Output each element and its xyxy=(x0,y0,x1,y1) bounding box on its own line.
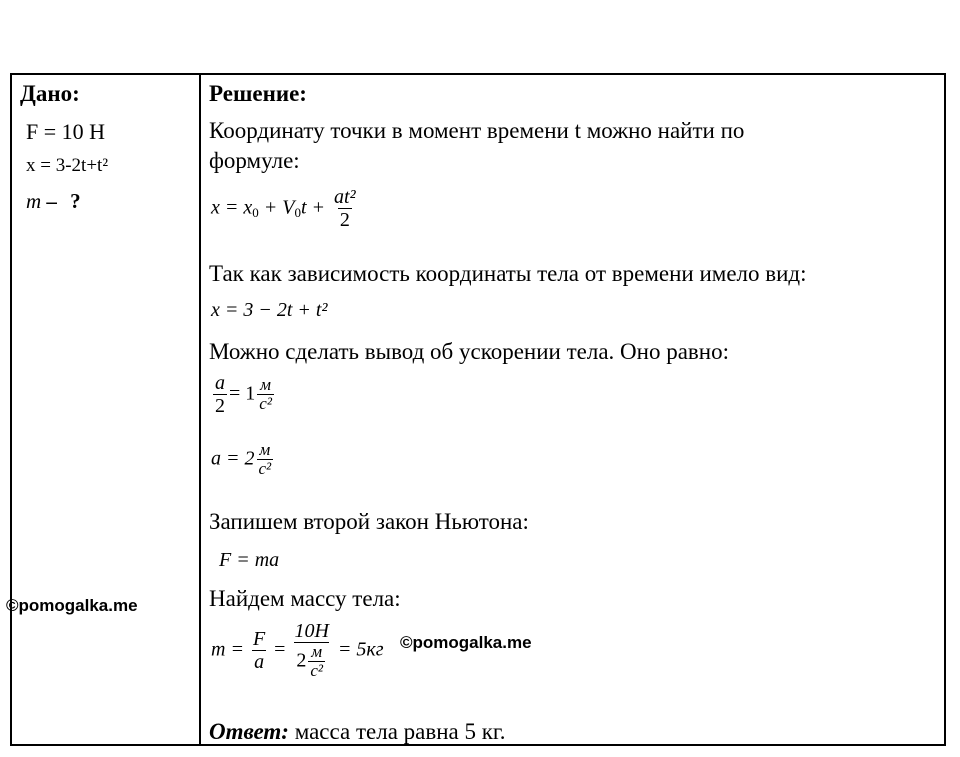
given-coordinate: x = 3-2t+t² xyxy=(26,155,109,176)
solution-line-5: Запишем второй закон Ньютона: xyxy=(209,509,529,534)
solution-column xyxy=(201,75,944,744)
formula-kinematics: $x = x_0 + V_0t$ + $\frac{\text{at²}}{2}$ xyxy=(211,186,356,231)
answer-line xyxy=(209,719,506,745)
watermark-left: ©pomogalka.me xyxy=(6,596,138,615)
unknown-question: ? xyxy=(70,189,81,213)
formula-coordinate: x = 3 − 2t + t² xyxy=(211,299,328,321)
solution-line-2: формуле: xyxy=(209,148,300,173)
solution-heading: Решение: xyxy=(209,81,307,106)
solution-line-3: Так как зависимость координаты тела от времени имело вид: xyxy=(209,261,807,286)
watermark-right: ©pomogalka.me xyxy=(400,633,532,652)
unknown-dash: – xyxy=(46,189,57,213)
formula-newton: F = ma xyxy=(219,549,280,571)
solution-line-6: Найдем массу тела: xyxy=(209,586,401,611)
answer-text: масса тела равна 5 кг. xyxy=(288,719,506,744)
formula-acceleration: a = 2 $\frac{м}{\text{c²}}$ xyxy=(211,440,272,478)
solution-line-4: Можно сделать вывод об ускорении тела. Оно равно: xyxy=(209,339,729,364)
formula-mass: m = $\frac{F}{a}$ = 10H 2 $\frac{м}{\text{c²}}$ = 5кг xyxy=(211,620,384,680)
solution-line-1: Координату точки в момент времени t можно найти по xyxy=(209,118,745,143)
formula-half-acceleration: $\frac{a}{2}$ = 1 $\frac{м}{\text{c²}}$ xyxy=(215,372,272,417)
unknown-symbol: m xyxy=(26,189,42,213)
given-force: F = 10 Н xyxy=(26,119,106,144)
given-heading: Дано: xyxy=(20,81,80,106)
answer-label: Ответ: xyxy=(209,719,289,744)
fraction-at2: $\frac{\text{at²}}{2}$ xyxy=(334,186,356,231)
given-unknown xyxy=(26,189,81,214)
given-column xyxy=(12,75,199,744)
